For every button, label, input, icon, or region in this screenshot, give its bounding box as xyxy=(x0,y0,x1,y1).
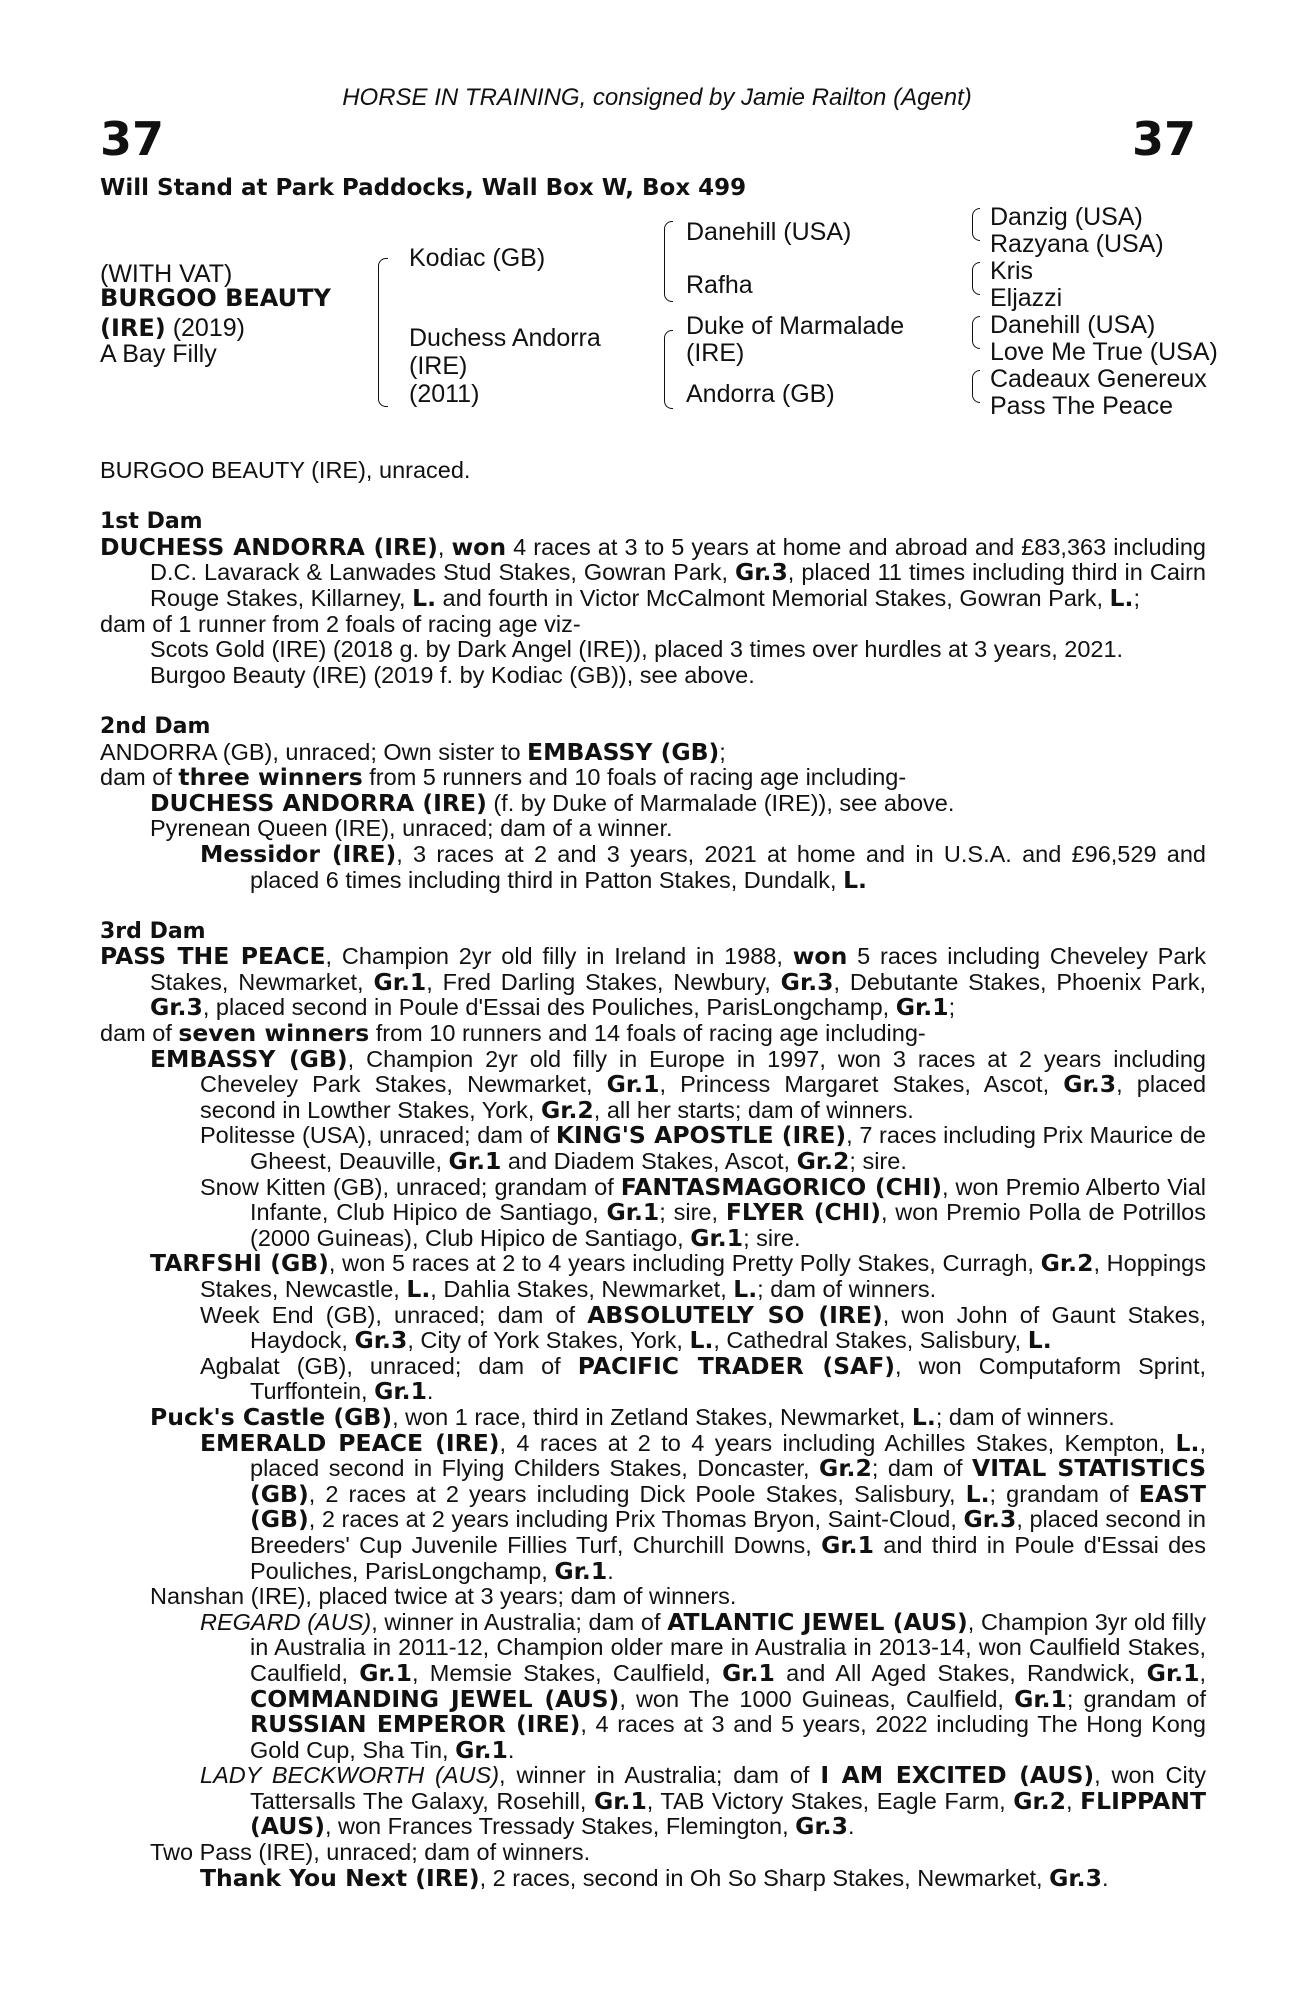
catalogue-paragraph xyxy=(100,839,1207,894)
text-run: , won Premio Alberto Vial Infante, Club Hipico de Santiago, xyxy=(250,1173,1206,1226)
bold-text: Gr.1 xyxy=(690,1223,744,1252)
text-run: , City of York Stakes, York, xyxy=(407,1327,690,1354)
bold-text: Puck's Castle (GB) xyxy=(150,1402,393,1431)
italic-text: REGARD (AUS) xyxy=(200,1608,372,1635)
text-run: , won Computaform Sprint, Turffontein, xyxy=(250,1352,1207,1405)
bold-text: Gr.1 xyxy=(821,1530,874,1559)
text-run: , won City Tattersalls The Galaxy, Rosehill, xyxy=(250,1762,1206,1814)
section-heading xyxy=(100,714,1206,740)
text-run: , Princess Margaret Stakes, Ascot, xyxy=(659,1071,1064,1098)
text-run: dam of xyxy=(100,1020,179,1047)
bold-text: EMBASSY (GB) xyxy=(150,1044,348,1073)
text-run: 5 races including Cheveley Park Stakes, Newmarket, xyxy=(150,943,1206,995)
pedigree-brace-g2b-top xyxy=(664,330,673,369)
catalogue-paragraph xyxy=(100,1300,1206,1355)
text-run: , won 1 race, third in Zetland Stakes, Newmarket, xyxy=(392,1403,912,1430)
text-run: ; dam of xyxy=(871,1455,973,1482)
pedigree-brace-g3a-bottom xyxy=(972,224,980,241)
catalogue-paragraph xyxy=(100,1251,1206,1302)
catalogue-paragraph xyxy=(100,816,1206,842)
catalogue-paragraph xyxy=(100,944,1206,1021)
text-run: , Memsie Stakes, Caulfield, xyxy=(412,1659,723,1686)
catalogue-paragraph xyxy=(100,1021,1206,1047)
text-run: 2nd Dam xyxy=(100,713,211,739)
text-run: , 7 races including Prix Maurice de Gheest, Deauville, xyxy=(250,1122,1207,1175)
bold-text: Gr.1 xyxy=(373,967,427,996)
pedigree-g3-4: Eljazzi xyxy=(990,284,1063,312)
bold-text: Thank You Next (IRE) xyxy=(200,1863,480,1892)
text-run: , 2 races at 2 years including Prix Thomas Bryon, Saint-Cloud, xyxy=(308,1506,964,1533)
pedigree-g3-3: Kris xyxy=(990,257,1034,285)
text-run: 3rd Dam xyxy=(100,918,206,944)
pedigree-g3-7: Cadeaux Genereux xyxy=(990,365,1207,393)
bold-text: Gr.1 xyxy=(455,1735,508,1764)
text-run: , won The 1000 Guineas, Caulfield, xyxy=(619,1685,1015,1712)
text-run: from 5 runners and 10 foals of racing age including- xyxy=(362,764,907,791)
bold-text: I AM EXCITED (AUS) xyxy=(820,1761,1095,1790)
catalogue-paragraph xyxy=(100,1172,1206,1252)
bold-text: L. xyxy=(733,1275,758,1303)
text-run: Two Pass (IRE), unraced; dam of winners. xyxy=(150,1839,591,1866)
text-run: , 3 races at 2 and 3 years, 2021 at home and in U.S.A. and £96,529 and placed 6 times including third in Patton Stakes, Dundalk, xyxy=(250,840,1207,893)
text-run: Politesse (USA), unraced; dam of xyxy=(200,1122,556,1149)
text-run: , Hoppings Stakes, Newcastle, xyxy=(200,1250,1206,1302)
text-run: 4 races at 3 to 5 years at home and abroad and £83,363 including D.C. Lavarack & Lanwades Stud Stakes, Gowran Park, xyxy=(150,533,1206,586)
catalogue-paragraph xyxy=(100,1402,1206,1431)
text-run: . xyxy=(507,1736,515,1763)
text-run: , placed second in Breeders' Cup Juvenile Fillies Turf, Churchill Downs, xyxy=(250,1506,1207,1558)
bold-text: Gr.2 xyxy=(1040,1249,1094,1278)
bold-text: Gr.2 xyxy=(796,1147,850,1176)
catalogue-paragraph xyxy=(100,532,1207,612)
section-gap xyxy=(100,893,1206,919)
section-gap xyxy=(100,484,1206,510)
text-run: , won Frances Tressady Stakes, Flemington, xyxy=(324,1813,796,1840)
pedigree-brace-g2a-bottom xyxy=(664,263,673,302)
text-run: ; sire. xyxy=(849,1148,907,1175)
section-heading xyxy=(100,919,1206,945)
bold-text: DUCHESS ANDORRA (IRE) xyxy=(150,788,487,817)
text-run: , xyxy=(437,533,452,560)
pedigree-g3-2: Razyana (USA) xyxy=(990,230,1164,258)
text-run: (f. by Duke of Marmalade (IRE)), see above. xyxy=(486,789,955,816)
catalogue-paragraph xyxy=(100,765,1206,791)
bold-text: Gr.1 xyxy=(359,1658,413,1687)
catalogue-paragraph xyxy=(100,1123,1206,1174)
text-run: and Diadem Stakes, Ascot, xyxy=(501,1148,797,1175)
bold-text: RUSSIAN EMPEROR (IRE) xyxy=(250,1710,581,1739)
pedigree-brace-g3d-top xyxy=(972,370,980,387)
pedigree-dam-dam: Andorra (GB) xyxy=(686,380,835,408)
text-run: BURGOO BEAUTY (IRE), unraced. xyxy=(100,457,471,483)
text-run: ; xyxy=(1133,584,1140,611)
bold-text: Gr.3 xyxy=(963,1505,1017,1534)
pedigree-dam-sire-country: (IRE) xyxy=(686,339,745,367)
text-run: ; dam of winners. xyxy=(757,1276,937,1302)
catalogue-paragraph xyxy=(100,663,1206,689)
pedigree-dam-sire: Duke of Marmalade xyxy=(686,312,905,340)
bold-text: L. xyxy=(412,583,437,612)
bold-text: L. xyxy=(406,1275,431,1303)
text-run: dam of 1 runner from 2 foals of racing age viz- xyxy=(100,610,581,637)
text-run: and third in Poule d'Essai des Pouliches, ParisLongchamp, xyxy=(250,1531,1206,1584)
horse-description: A Bay Filly xyxy=(100,340,217,368)
text-run: ; sire, xyxy=(659,1199,726,1226)
text-run: and fourth in Victor McCalmont Memorial Stakes, Gowran Park, xyxy=(436,584,1110,611)
bold-text: Gr.1 xyxy=(1146,1658,1200,1687)
catalogue-paragraph xyxy=(100,1763,1206,1840)
bold-text: EMERALD PEACE (IRE) xyxy=(200,1428,500,1457)
pedigree-sire: Kodiac (GB) xyxy=(409,244,546,272)
catalogue-paragraph xyxy=(100,1863,1206,1892)
text-run: and All Aged Stakes, Randwick, xyxy=(774,1659,1147,1686)
text-run: , Fred Darling Stakes, Newbury, xyxy=(426,968,781,995)
bold-text: Gr.3 xyxy=(780,967,834,996)
pedigree-brace-g3a-top xyxy=(972,208,980,225)
bold-text: PASS THE PEACE xyxy=(100,942,326,971)
pedigree-brace-g2b-bottom xyxy=(664,368,673,409)
pedigree-dam-year: (2011) xyxy=(409,380,480,408)
catalogue-paragraph xyxy=(100,1840,1206,1866)
bold-text: ATLANTIC JEWEL (AUS) xyxy=(667,1607,968,1636)
horse-name-suffix-line: (IRE) (2019) xyxy=(100,314,245,342)
bold-text: Gr.3 xyxy=(734,558,788,587)
text-run: , 4 races at 3 and 5 years, 2022 including The Hong Kong Gold Cup, Sha Tin, xyxy=(250,1711,1206,1763)
pedigree-dam: Duchess Andorra xyxy=(409,324,601,352)
bold-text: Gr.3 xyxy=(795,1812,848,1841)
bold-text: L. xyxy=(1109,583,1134,612)
bold-text: L. xyxy=(689,1326,714,1355)
bold-text: Gr.1 xyxy=(448,1147,502,1176)
catalogue-paragraph xyxy=(100,458,1206,484)
bold-text: Messidor (IRE) xyxy=(200,839,397,868)
bold-text: Gr.1 xyxy=(895,993,949,1022)
text-run: , placed second in Lowther Stakes, York, xyxy=(200,1071,1207,1123)
bold-text: Gr.1 xyxy=(1014,1684,1067,1713)
text-run: , all her starts; dam of winners. xyxy=(593,1096,914,1123)
pedigree-g3-5: Danehill (USA) xyxy=(990,311,1156,339)
bold-text: COMMANDING JEWEL (AUS) xyxy=(250,1684,620,1713)
text-run: , winner in Australia; dam of xyxy=(499,1762,821,1789)
catalogue-paragraph xyxy=(100,788,1206,817)
text-run: , xyxy=(1066,1787,1081,1814)
pedigree-brace-g3c-top xyxy=(972,316,980,333)
text-run: . xyxy=(1101,1864,1109,1891)
stand-location: Will Stand at Park Paddocks, Wall Box W, Box 499 xyxy=(100,175,747,201)
catalogue-paragraph xyxy=(100,1607,1207,1764)
bold-text: L. xyxy=(843,865,867,894)
bold-text: EAST (GB) xyxy=(250,1479,1206,1534)
text-run: Agbalat (GB), unraced; dam of xyxy=(200,1352,578,1379)
text-run: , Champion 3yr old filly in Australia in 2011-12, Champion older mare in Australia in 2013-14, won Caulfield Stakes, Caulfield, xyxy=(250,1608,1207,1686)
bold-text: won xyxy=(792,942,848,971)
bold-text: Gr.1 xyxy=(374,1377,427,1406)
catalogue-body xyxy=(100,458,1206,1891)
catalogue-paragraph xyxy=(100,1351,1207,1406)
bold-text: Gr.3 xyxy=(150,993,203,1022)
text-run: dam of xyxy=(100,764,179,791)
text-run: , 2 races at 2 years including Dick Poole Stakes, Salisbury, xyxy=(308,1480,966,1507)
bold-text: Gr.2 xyxy=(819,1454,872,1483)
pedigree-brace-g3b-bottom xyxy=(972,278,980,295)
text-run: 1st Dam xyxy=(100,509,203,535)
text-run: Pyrenean Queen (IRE), unraced; dam of a winner. xyxy=(150,815,673,842)
catalogue-paragraph xyxy=(100,737,1206,766)
lot-number-left: 37 xyxy=(100,112,165,166)
text-run: , TAB Victory Stakes, Eagle Farm, xyxy=(646,1787,1014,1814)
bold-text: Gr.3 xyxy=(1049,1863,1102,1892)
text-run: , Dahlia Stakes, Newmarket, xyxy=(430,1276,734,1302)
text-run: , won John of Gaunt Stakes, Haydock, xyxy=(250,1301,1206,1354)
text-run: , Champion 2yr old filly in Europe in 1997, won 3 races at 2 years including Cheveley Park Stakes, Newmarket, xyxy=(200,1045,1206,1098)
catalogue-header: HORSE IN TRAINING, consigned by Jamie Railton (Agent) xyxy=(342,84,972,111)
section-gap xyxy=(100,688,1206,714)
pedigree-g3-8: Pass The Peace xyxy=(990,392,1173,420)
text-run: ; grandam of xyxy=(1066,1685,1206,1712)
text-run: ; xyxy=(719,738,726,765)
bold-text: TARFSHI (GB) xyxy=(150,1249,329,1278)
text-run: , xyxy=(1199,1659,1207,1686)
italic-text: LADY BECKWORTH (AUS) xyxy=(200,1762,500,1789)
text-run: , 4 races at 2 to 4 years including Achilles Stakes, Kempton, xyxy=(499,1429,1176,1456)
text-run: , Cathedral Stakes, Salisbury, xyxy=(713,1327,1028,1354)
bold-text: Gr.3 xyxy=(1063,1070,1117,1099)
pedigree-brace-g3b-top xyxy=(972,262,980,279)
catalogue-paragraph xyxy=(100,1584,1206,1610)
pedigree-brace-g3d-bottom xyxy=(972,386,980,403)
vat-note: (WITH VAT) xyxy=(100,260,233,288)
bold-text: L. xyxy=(1027,1326,1052,1355)
catalogue-paragraph xyxy=(100,1428,1207,1585)
catalogue-paragraph xyxy=(100,612,1206,638)
text-run: , winner in Australia; dam of xyxy=(371,1608,668,1635)
pedigree-sire-sire: Danehill (USA) xyxy=(686,218,852,246)
text-run: Snow Kitten (GB), unraced; grandam of xyxy=(200,1173,621,1200)
text-run: Nanshan (IRE), placed twice at 3 years; dam of winners. xyxy=(150,1583,737,1610)
bold-text: FANTASMAGORICO (CHI) xyxy=(620,1172,942,1201)
text-run: Burgoo Beauty (IRE) (2019 f. by Kodiac (GB)), see above. xyxy=(150,661,755,688)
text-run: , Debutante Stakes, Phoenix Park, xyxy=(833,968,1206,995)
pedigree-brace-g3c-bottom xyxy=(972,332,980,349)
bold-text: Gr.1 xyxy=(554,1556,608,1585)
bold-text: seven winners xyxy=(178,1019,370,1048)
text-run: , won 5 races at 2 to 4 years including Pretty Polly Stakes, Curragh, xyxy=(328,1250,1041,1277)
bold-text: VITAL STATISTICS (GB) xyxy=(250,1454,1206,1508)
text-run: ; xyxy=(948,994,956,1021)
bold-text: FLYER (CHI) xyxy=(725,1198,881,1227)
text-run: Week End (GB), unraced; dam of xyxy=(200,1301,588,1328)
bold-text: Gr.3 xyxy=(354,1326,408,1355)
bold-text: Gr.1 xyxy=(606,1198,660,1227)
pedigree-g3-1: Danzig (USA) xyxy=(990,203,1143,231)
pedigree-dam-country: (IRE) xyxy=(409,352,468,380)
bold-text: Gr.2 xyxy=(540,1095,594,1124)
text-run: . xyxy=(426,1378,434,1405)
bold-text: L. xyxy=(1175,1428,1200,1457)
bold-text: Gr.2 xyxy=(1013,1786,1067,1815)
text-run: from 10 runners and 14 foals of racing age including- xyxy=(369,1020,926,1047)
pedigree-sire-dam: Rafha xyxy=(686,271,753,299)
text-run: , Champion 2yr old filly in Ireland in 1988, xyxy=(325,943,793,970)
bold-text: Gr.1 xyxy=(593,1786,647,1815)
text-run: , 2 races, second in Oh So Sharp Stakes, Newmarket, xyxy=(479,1864,1050,1891)
text-run: , won Premio Polla de Potrillos (2000 Guineas), Club Hipico de Santiago, xyxy=(250,1199,1206,1251)
bold-text: Gr.1 xyxy=(722,1658,775,1687)
pedigree-g3-6: Love Me True (USA) xyxy=(990,338,1218,366)
pedigree-brace-top xyxy=(378,258,388,341)
bold-text: won xyxy=(451,532,507,561)
bold-text: FLIPPANT (AUS) xyxy=(250,1786,1207,1841)
text-run: ; sire. xyxy=(743,1224,801,1251)
bold-text: ABSOLUTELY SO (IRE) xyxy=(587,1300,883,1329)
text-run: ; grandam of xyxy=(989,1480,1139,1507)
bold-text: EMBASSY (GB) xyxy=(527,737,720,766)
text-run: Scots Gold (IRE) (2018 g. by Dark Angel (IRE)), placed 3 times over hurdles at 3 years, 2021. xyxy=(150,636,1124,663)
text-run: . xyxy=(607,1557,614,1584)
bold-text: DUCHESS ANDORRA (IRE) xyxy=(100,532,438,561)
text-run: , placed second in Poule d'Essai des Pouliches, ParisLongchamp, xyxy=(202,994,896,1021)
text-run: . xyxy=(847,1813,855,1840)
catalogue-paragraph xyxy=(100,1044,1207,1124)
text-run: , placed second in Flying Childers Stakes, Doncaster, xyxy=(250,1429,1206,1482)
pedigree-brace-g2a-top xyxy=(664,221,673,264)
bold-text: L. xyxy=(911,1402,936,1431)
bold-text: PACIFIC TRADER (SAF) xyxy=(577,1351,896,1380)
lot-number-right: 37 xyxy=(1131,112,1196,166)
pedigree-brace-bottom xyxy=(378,340,388,407)
text-run: ; dam of winners. xyxy=(935,1403,1115,1430)
text-run: , placed 11 times including third in Cairn Rouge Stakes, Killarney, xyxy=(150,559,1207,611)
bold-text: L. xyxy=(965,1479,990,1508)
section-heading xyxy=(100,509,1206,535)
horse-name: BURGOO BEAUTY xyxy=(100,284,331,312)
text-run: ANDORRA (GB), unraced; Own sister to xyxy=(100,738,528,765)
catalogue-paragraph xyxy=(100,637,1206,663)
bold-text: three winners xyxy=(178,763,363,792)
bold-text: Gr.1 xyxy=(606,1070,660,1099)
bold-text: KING'S APOSTLE (IRE) xyxy=(555,1121,847,1150)
